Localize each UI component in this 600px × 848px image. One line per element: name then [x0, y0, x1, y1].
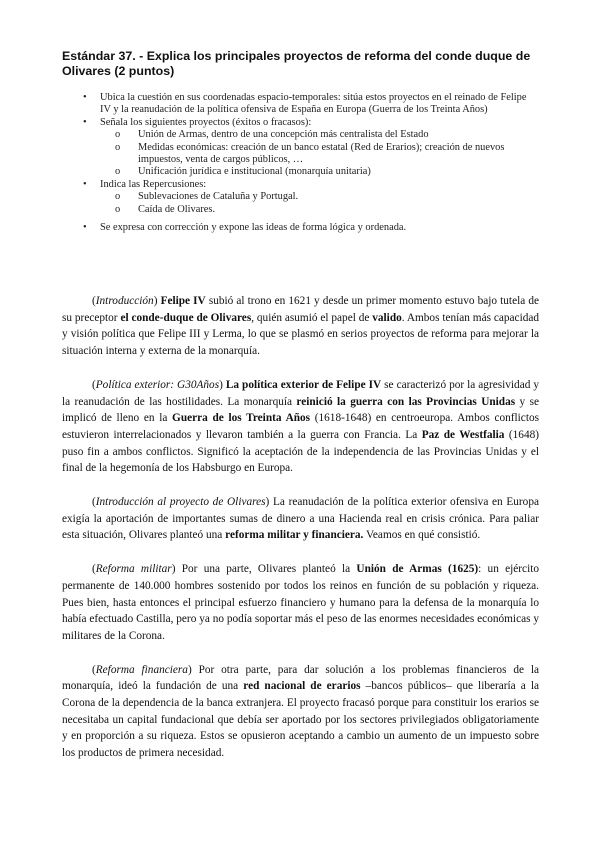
- circle-bullet-icon: o: [115, 203, 121, 215]
- bold-text: el conde-duque de Olivares: [120, 311, 252, 324]
- text-run: subió al trono en 1621 y desde un primer momento estuvo bajo tutela de su preceptor: [62, 295, 540, 324]
- paragraph: [62, 662, 539, 762]
- circle-bullet-icon: o: [115, 166, 121, 178]
- text-run: , quién asumió el papel de: [251, 311, 373, 324]
- body-text: [62, 293, 539, 779]
- text-run: se caracterizó por la agresividad y la reanudación de las hostilidades. La monarquía: [62, 378, 539, 408]
- text-run: . Ambos tenían más capacidad y visión política que Felipe III y Lerma, lo que se plasmó en serios proyectos de reforma para mejorar la situación interna y externa de la monarquía.: [62, 311, 540, 358]
- text-run: (: [92, 378, 96, 391]
- list-item: [62, 92, 532, 117]
- list-item: [62, 222, 532, 234]
- text-run: (: [92, 496, 96, 509]
- bold-text: La política exterior de Felipe IV: [225, 378, 382, 391]
- paragraph: [62, 377, 539, 477]
- text-run: : un ejército permanente de 140.000 hombres sostenido por todos los reinos en función de su población y riqueza. Pues bien, hasta entonces el principal esfuerzo financiero y humano para la defensa de la monarquía lo había efectuado Castilla, pero ya no podía soportar más el peso de las enormes necesidades económicas y militares de la Corona.: [62, 563, 539, 642]
- italic-text: Reforma militar: [95, 563, 172, 576]
- bold-text: reinició la guerra con las Provincias Unidas: [296, 395, 516, 408]
- paragraph: [62, 561, 539, 645]
- bold-text: Felipe IV: [160, 295, 206, 307]
- heading: [62, 49, 542, 79]
- text-run: (: [92, 663, 96, 676]
- bold-text: valido: [372, 311, 402, 324]
- sub-list-item: [62, 166, 532, 178]
- heading-line-2: Olivares (2 puntos): [62, 64, 175, 78]
- circle-bullet-icon: o: [115, 129, 121, 141]
- italic-text: Política exterior: G30Años: [95, 378, 220, 391]
- bullet-icon: •: [83, 92, 87, 103]
- list-item-text: Señala los siguientes proyectos (éxitos o fracasos):: [100, 116, 312, 128]
- sub-list-item: [62, 142, 532, 167]
- text-run: ) Por otra parte, para dar solución a los problemas financieros de la monarquía, ideó la fundación de una: [62, 663, 539, 693]
- text-run: ): [153, 295, 161, 307]
- text-run: y se implicó de lleno en la: [62, 395, 539, 425]
- bold-text: Guerra de los Treinta Años: [172, 412, 311, 425]
- list-item-text: Unión de Armas, dentro de una concepción más centralista del Estado: [138, 129, 429, 141]
- list-item-text: Indica las Repercusiones:: [100, 178, 207, 190]
- bold-text: Paz de Westfalia: [421, 428, 505, 441]
- sub-list-item: [62, 204, 532, 216]
- list-item: [62, 179, 532, 191]
- bullet-icon: •: [83, 178, 87, 190]
- paragraph: [62, 494, 539, 544]
- list-item-text: Ubica la cuestión en sus coordenadas espacio-temporales: sitúa estos proyectos en el reinado de Felipe IV y la reanudación de la política ofensiva de España en Europa (Guerra de los Treinta Años): [100, 92, 527, 116]
- list-item-text: Se expresa con corrección y expone las ideas de forma lógica y ordenada.: [100, 222, 407, 234]
- list-item: [62, 117, 532, 129]
- text-run: ) La reanudación de la política exterior ofensiva en Europa exigía la aportación de importantes sumas de dinero a una Hacienda real en crisis crónica. Para paliar esta situación, Olivares planteó una: [62, 496, 539, 542]
- bullet-icon: •: [83, 222, 87, 234]
- list-item-text: Sublevaciones de Cataluña y Portugal.: [138, 191, 299, 203]
- italic-text: Introducción al proyecto de Olivares: [95, 496, 266, 509]
- bold-text: reforma militar y financiera.: [225, 529, 364, 542]
- bold-text: Unión de Armas (1625): [356, 563, 479, 576]
- sub-list-item: [62, 129, 532, 141]
- bullet-icon: •: [83, 116, 87, 128]
- circle-bullet-icon: o: [115, 141, 121, 153]
- text-run: Veamos en qué consistió.: [363, 529, 481, 542]
- italic-text: Reforma financiera: [95, 663, 188, 676]
- circle-bullet-icon: o: [115, 191, 121, 203]
- list-item-text: Unificación jurídica e institucional (monarquía unitaria): [138, 166, 371, 178]
- heading-line-1: Estándar 37. - Explica los principales proyectos de reforma del conde duque de: [62, 49, 531, 63]
- bold-text: red nacional de erarios: [243, 680, 361, 693]
- text-run: ): [219, 378, 226, 391]
- paragraph: [62, 293, 539, 360]
- criteria-list: [62, 92, 532, 234]
- text-run: (: [92, 563, 96, 576]
- list-item-text: Caída de Olivares.: [138, 203, 216, 215]
- text-run: –bancos públicos– que liberaría a la Corona de la dependencia de la banca extranjera. El proyecto fracasó porque para constituir los erarios se necesitaba un capital fundacional que debía ser aportado por los sectores privilegiados obligatoriamente y en proporción a su riqueza. Estos se opusieron aceptando a cambio un aumento de un impuesto sobre los productos de primera necesidad.: [62, 680, 539, 760]
- list-item-text: Medidas económicas: creación de un banco estatal (Red de Erarios); creación de nuevos impuestos, venta de cargos públicos, …: [138, 141, 505, 166]
- text-run: (: [92, 295, 96, 307]
- text-run: ) Por una parte, Olivares planteó la: [171, 563, 357, 576]
- sub-list-item: [62, 191, 532, 203]
- text-run: (1648) puso fin a ambos conflictos. Significó la aceptación de la independencia de las Provincias Unidas y el final de la hegemonía de los Habsburgo en Europa.: [62, 428, 539, 475]
- text-run: (1618-1648) en centroeuropa. Ambos conflictos estuvieron interrelacionados y llevaron también a la guerra con Francia. La: [62, 412, 539, 441]
- italic-text: Introducción: [95, 295, 154, 307]
